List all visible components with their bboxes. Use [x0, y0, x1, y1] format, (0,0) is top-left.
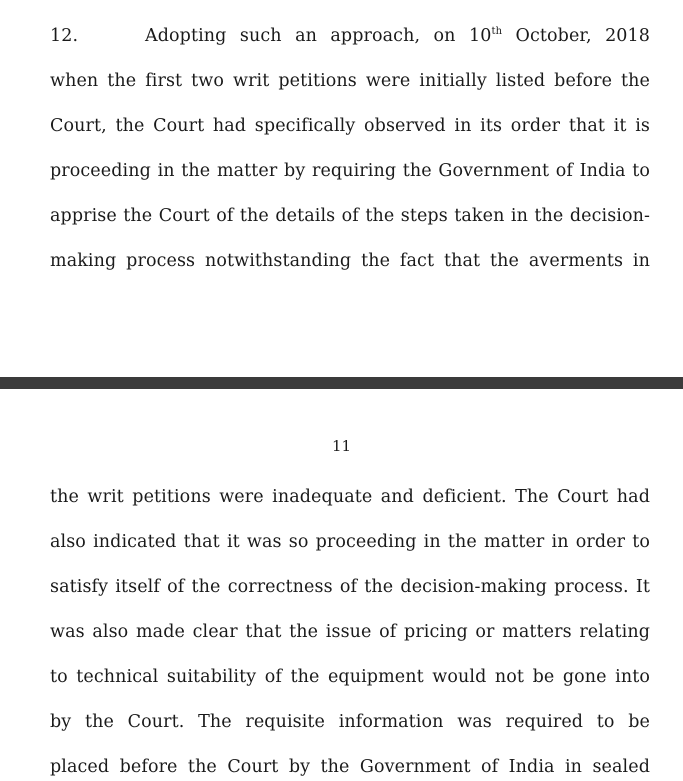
text-line: proceeding in the matter by requiring the Government of India to: [50, 161, 650, 181]
text-line: was also made clear that the issue of pricing or matters relating: [50, 622, 650, 642]
text-line: by the Court. The requisite information was required to be: [50, 712, 650, 732]
paragraph-12-first-line: [50, 25, 650, 47]
first-line-end: October, 2018: [502, 26, 651, 46]
text-line: the writ petitions were inadequate and deficient. The Court had: [50, 487, 650, 507]
text-line: to technical suitability of the equipment would not be gone into: [50, 667, 650, 687]
page-break-divider: [0, 377, 683, 389]
text-line: also indicated that it was so proceeding in the matter in order to: [50, 532, 650, 552]
ordinal-superscript: th: [491, 26, 503, 37]
text-line: placed before the Court by the Government of India in sealed: [50, 757, 650, 777]
first-line-start: Adopting such an approach, on 10: [145, 26, 492, 46]
text-line: when the first two writ petitions were initially listed before the: [50, 71, 650, 91]
page-top-section: [0, 0, 683, 377]
text-line: Court, the Court had specifically observed in its order that it is: [50, 116, 650, 136]
text-line: satisfy itself of the correctness of the decision-making process. It: [50, 577, 650, 597]
text-line: apprise the Court of the details of the steps taken in the decision-: [50, 206, 650, 226]
first-line-text: [145, 25, 650, 47]
text-line: making process notwithstanding the fact that the averments in: [50, 251, 650, 271]
page-number: 11: [331, 437, 352, 455]
paragraph-number: 12.: [50, 26, 79, 46]
